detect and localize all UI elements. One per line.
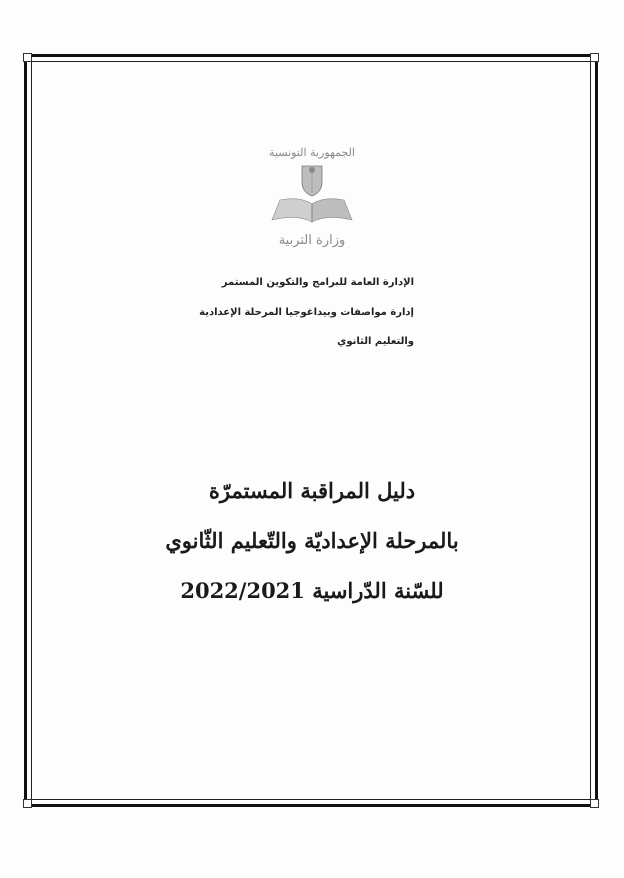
ministry-text: وزارة التربية	[278, 233, 346, 248]
republic-text: الجمهورية التونسية	[269, 146, 355, 159]
document-title-line-1: دليل المراقبة المستمرّة	[208, 478, 416, 503]
document-title-line-3: للسّنة الدّراسية 2022/2021	[180, 578, 444, 603]
directorate-line: إدارة مواصفات وبيداغوجيا المرحلة الإعدادية	[199, 307, 414, 318]
border-corner-bottom-right	[590, 799, 599, 808]
directorate-line-continued: والتعليم الثانوي	[337, 336, 414, 347]
document-title-line-2: بالمرحلة الإعداديّة والتّعليم الثّانوي	[165, 528, 459, 553]
ministry-of-education-emblem-icon	[262, 140, 362, 250]
border-corner-top-left	[23, 53, 32, 62]
directorate-general-line: الإدارة العامة للبرامج والتكوين المستمر	[221, 277, 414, 288]
border-corner-bottom-left	[23, 799, 32, 808]
border-corner-top-right	[590, 53, 599, 62]
